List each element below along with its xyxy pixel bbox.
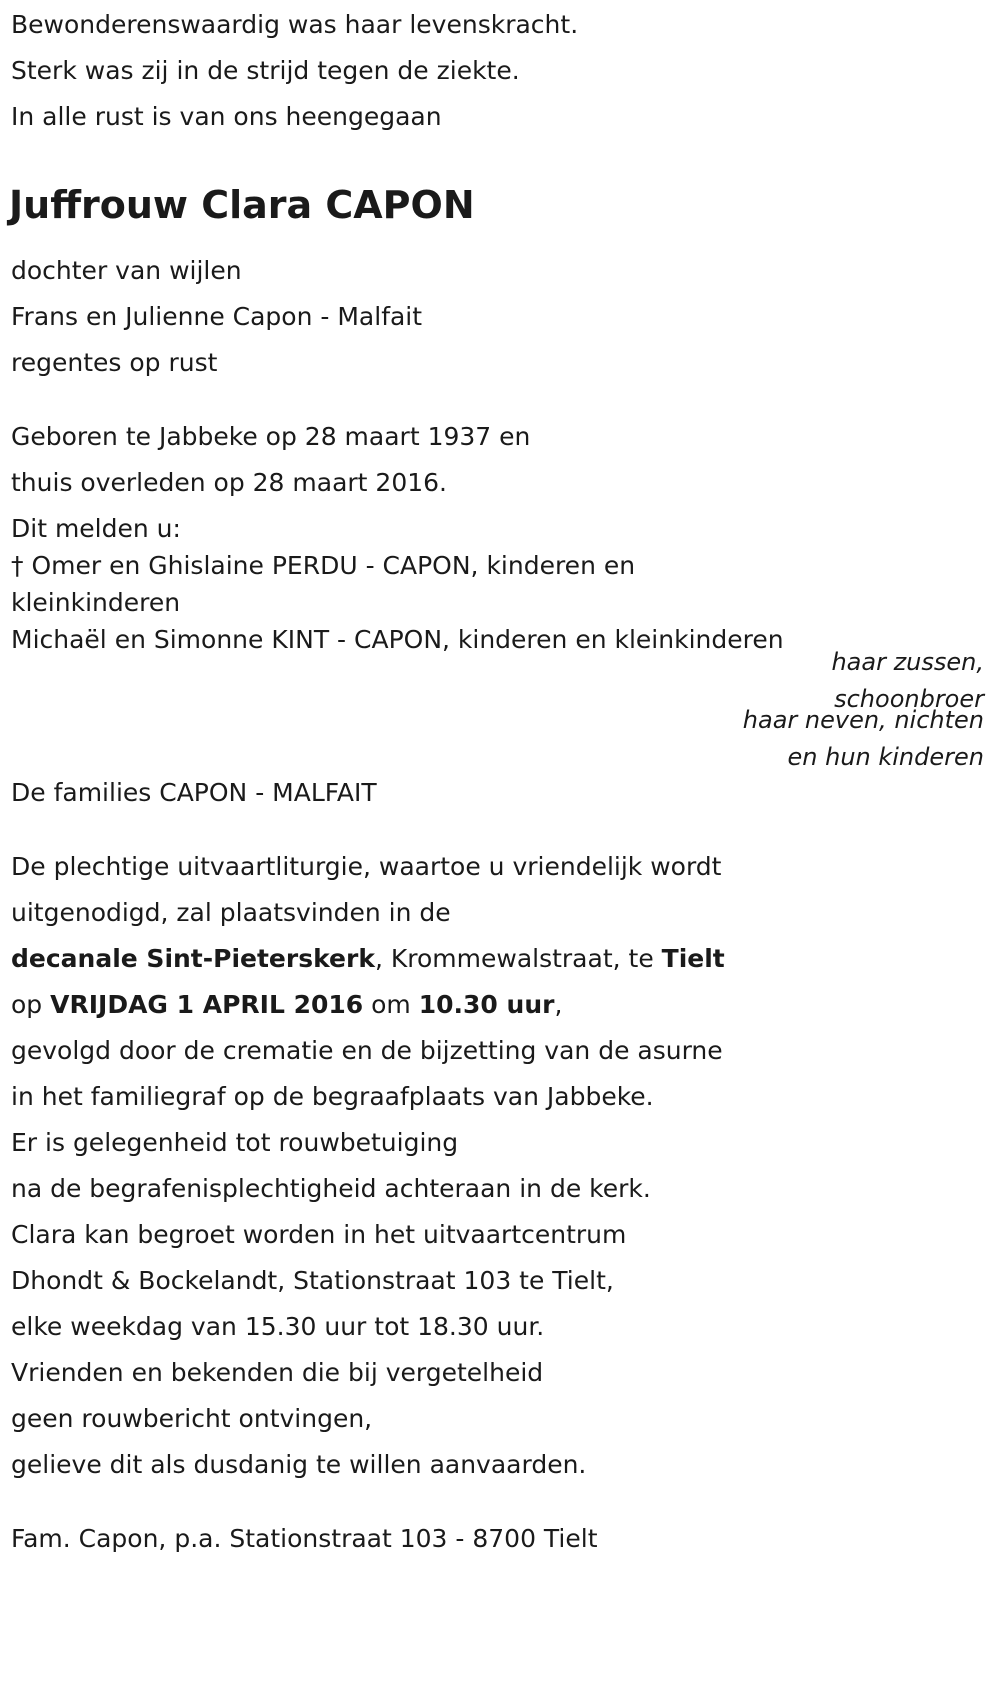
parents-line-2: Frans en Julienne Capon - Malfait xyxy=(11,302,423,331)
ceremony-rest-7: elke weekdag van 15.30 uur tot 18.30 uur. xyxy=(11,1312,545,1341)
birth-line: Geboren te Jabbeke op 28 maart 1937 en xyxy=(11,422,531,451)
op-text: op xyxy=(11,990,51,1019)
church-name: decanale Sint-Pieterskerk xyxy=(11,944,375,973)
om-text: om xyxy=(363,990,419,1019)
parents-line-3: regentes op rust xyxy=(11,348,218,377)
ceremony-line-2: uitgenodigd, zal plaatsvinden in de xyxy=(11,898,451,927)
families-line: De families CAPON - MALFAIT xyxy=(11,778,377,807)
church-street: , Krommewalstraat, te xyxy=(374,944,662,973)
intro-line-3: In alle rust is van ons heengegaan xyxy=(11,102,442,131)
family-line-1b: kleinkinderen xyxy=(11,588,181,617)
ceremony-date: VRIJDAG 1 APRIL 2016 xyxy=(50,990,364,1019)
sisters-line-2: schoonbroer xyxy=(834,685,984,713)
ceremony-rest-6: Dhondt & Bockelandt, Stationstraat 103 te Tielt, xyxy=(11,1266,614,1295)
sisters-line-1: haar zussen, xyxy=(831,648,984,676)
intro-line-2: Sterk was zij in de strijd tegen de ziekte. xyxy=(11,56,520,85)
ceremony-line-1: De plechtige uitvaartliturgie, waartoe u vriendelijk wordt xyxy=(11,852,722,881)
family-address: Fam. Capon, p.a. Stationstraat 103 - 8700 Tielt xyxy=(11,1524,598,1553)
ceremony-rest-4: na de begrafenisplechtigheid achteraan in de kerk. xyxy=(11,1174,651,1203)
ceremony-rest-1: gevolgd door de crematie en de bijzetting van de asurne xyxy=(11,1036,723,1065)
comma-text: , xyxy=(554,990,563,1019)
ceremony-datetime xyxy=(11,990,562,1020)
ceremony-rest-9: geen rouwbericht ontvingen, xyxy=(11,1404,373,1433)
ceremony-location xyxy=(11,944,725,974)
death-line: thuis overleden op 28 maart 2016. xyxy=(11,468,447,497)
deceased-name: Juffrouw Clara CAPON xyxy=(9,183,475,227)
nephews-line-2: en hun kinderen xyxy=(787,743,984,771)
ceremony-time: 10.30 uur xyxy=(418,990,555,1019)
ceremony-rest-2: in het familiegraf op de begraafplaats van Jabbeke. xyxy=(11,1082,654,1111)
family-line-2: Michaël en Simonne KINT - CAPON, kinderen en kleinkinderen xyxy=(11,625,784,654)
ceremony-rest-10: gelieve dit als dusdanig te willen aanvaarden. xyxy=(11,1450,587,1479)
church-town: Tielt xyxy=(661,944,725,973)
parents-line-1: dochter van wijlen xyxy=(11,256,242,285)
nephews-line-1: haar neven, nichten xyxy=(742,706,984,734)
family-line-1 xyxy=(11,551,635,581)
ceremony-rest-8: Vrienden en bekenden die bij vergetelheid xyxy=(11,1358,544,1387)
ceremony-rest-5: Clara kan begroet worden in het uitvaartcentrum xyxy=(11,1220,627,1249)
family-line-1-text: Omer en Ghislaine PERDU - CAPON, kinderen en xyxy=(23,551,636,580)
announcers-intro: Dit melden u: xyxy=(11,514,181,543)
ceremony-rest-3: Er is gelegenheid tot rouwbetuiging xyxy=(11,1128,459,1157)
cross-icon: † xyxy=(11,551,24,580)
intro-line-1: Bewonderenswaardig was haar levenskracht. xyxy=(11,10,579,39)
